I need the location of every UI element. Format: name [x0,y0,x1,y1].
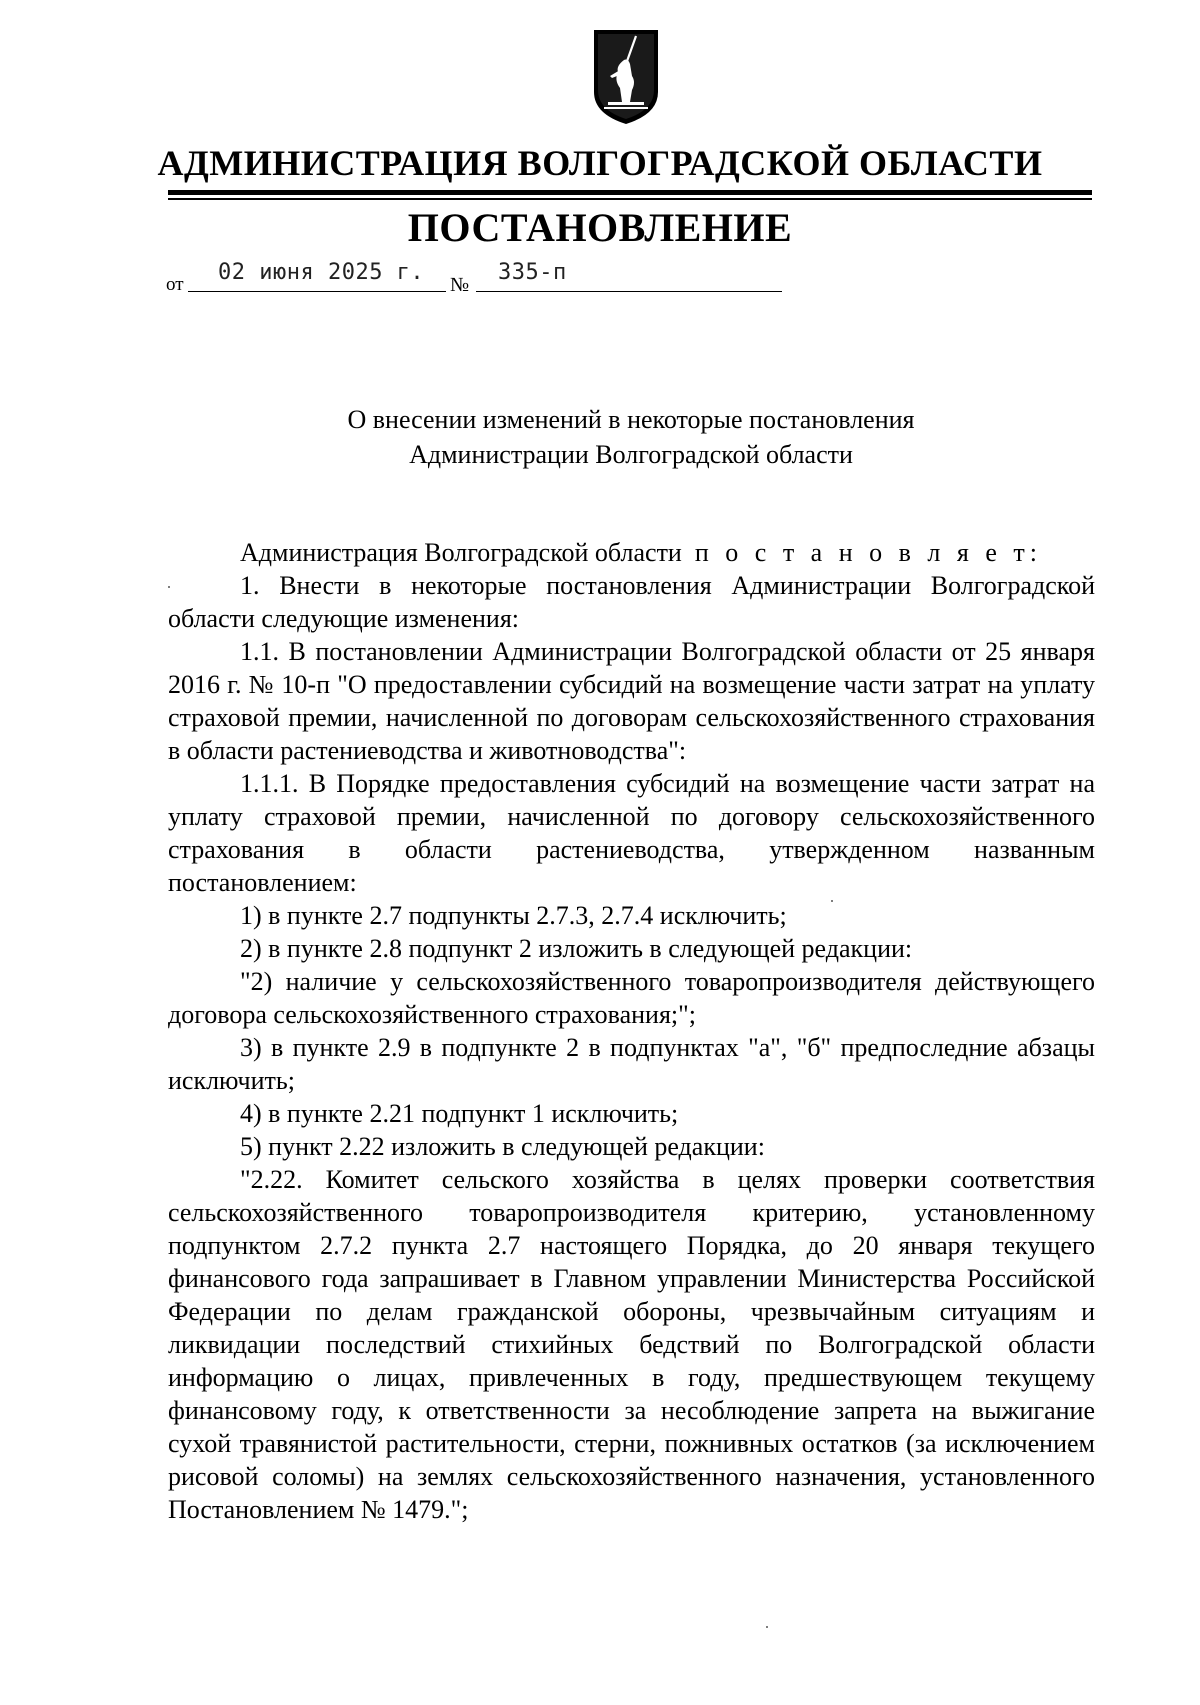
document-number: 335-п [498,260,567,285]
preamble [168,536,1095,569]
header-divider-thick [168,190,1092,195]
document-type-title: ПОСТАНОВЛЕНИЕ [407,205,793,250]
scan-speck [168,586,170,588]
subject-line-1: О внесении изменений в некоторые постановления [347,405,915,434]
document-body [168,536,1095,1526]
document-date: 02 июня 2025 г. [218,260,425,285]
volgograd-emblem-icon [592,30,660,126]
body-paragraph: 4) в пункте 2.21 подпункт 1 исключить; [240,1099,679,1128]
body-paragraph: 1.1. В постановлении Администрации Волгоградской области от 25 января 2016 г. № 10-п "О предоставлении субсидий на возмещение части затрат на уплату страховой премии, начисленной по договорам сельскохозяйственного страхования в области растениеводства и животноводства": [168,637,1095,765]
number-prefix: № [450,274,470,296]
number-underline [476,291,782,292]
body-paragraph: 1.1.1. В Порядке предоставления субсидий на возмещение части затрат на уплату страховой премии, начисленной по договору сельскохозяйственного страхования в области растениеводства, утвержденном названным постановлением: [168,769,1095,897]
date-underline [188,291,446,292]
organization-title: АДМИНИСТРАЦИЯ ВОЛГОГРАДСКОЙ ОБЛАСТИ [157,143,1043,183]
body-paragraph: 2) в пункте 2.8 подпункт 2 изложить в следующей редакции: [240,934,913,963]
preamble-verb: п о с т а н о в л я е т: [694,538,1042,567]
date-prefix: от [166,274,184,295]
body-paragraph: "2) наличие у сельскохозяйственного товаропроизводителя действующего договора сельскохозяйственного страхования;"; [168,967,1095,1029]
body-paragraph: 1) в пункте 2.7 подпункты 2.7.3, 2.7.4 исключить; [240,901,787,930]
subject-line-2: Администрации Волгоградской области [409,440,853,469]
scan-speck [831,900,833,902]
body-paragraph: 5) пункт 2.22 изложить в следующей редакции: [240,1132,765,1161]
body-paragraph: "2.22. Комитет сельского хозяйства в целях проверки соответствия сельскохозяйственного товаропроизводителя критерию, установленному подпунктом 2.7.2 пункта 2.7 настоящего Порядка, до 20 января текущего финансового года запрашивает в Главном управлении Министерства Российской Федерации по делам гражданской обороны, чрезвычайным ситуациям и ликвидации последствий стихийных бедствий по Волгоградской области информацию о лицах, привлеченных в году, предшествующем текущему финансовому году, к ответственности за несоблюдение запрета на выжигание сухой травянистой растительности, стерни, пожнивных остатков (за исключением рисовой соломы) на землях сельскохозяйственного назначения, установленного Постановлением № 1479."; [168,1165,1095,1524]
header-divider-thin [168,198,1092,200]
body-paragraph: 3) в пункте 2.9 в подпункте 2 в подпунктах "а", "б" предпоследние абзацы исключить; [168,1033,1095,1095]
preamble-subject: Администрация Волгоградской области [240,538,682,567]
scan-speck [766,1626,768,1628]
document-subject [0,402,1200,472]
body-paragraph: 1. Внести в некоторые постановления Администрации Волгоградской области следующие изменения: [168,571,1095,633]
